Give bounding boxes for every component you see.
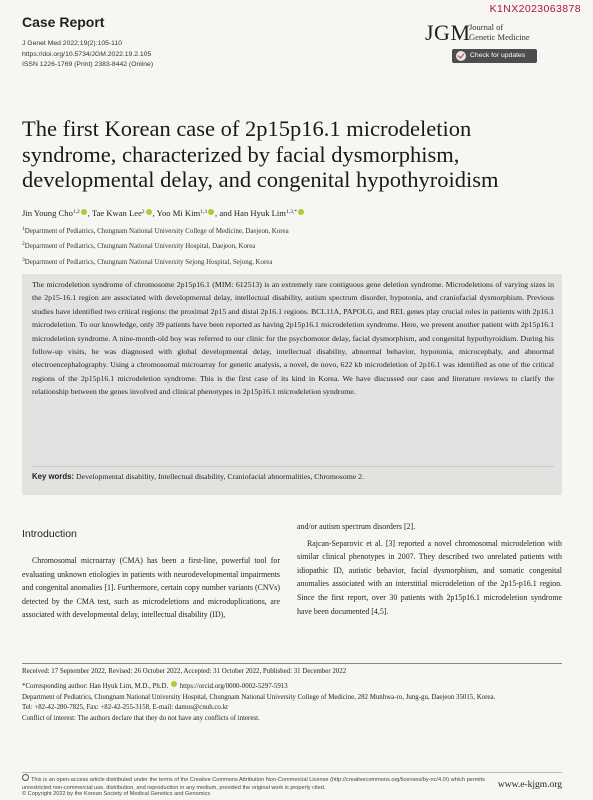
author-affiliation-marker: 2: [141, 209, 145, 215]
orcid-icon: [171, 681, 177, 687]
affiliation-item: $^2$Department of Pediatrics, Chungnam National University Hospital, Daejeon, Korea: [22, 241, 256, 251]
journal-citation-block: [22, 39, 153, 71]
introduction-paragraph: Rajcan-Separovic et al. [3] reported a novel chromosomal microdeletion with similar clinical phenotypes in 2007. They described two unrelated patients with idiopathic ID, autistic behavior, facial dysmorphism, and somatic congenital anomalies associated with an interstitial microdeletion of the 2p15-p16.1 region. Since the first report, over 30 patients with 2p15p16.1 microdeletion syndrome have been documented [4,5].: [297, 538, 562, 616]
affiliation-list: [22, 223, 289, 269]
author-affiliation-marker: 1,3,*: [285, 209, 297, 215]
orcid-icon[interactable]: [208, 209, 214, 215]
orcid-icon[interactable]: [81, 209, 87, 215]
journal-logo: [425, 20, 575, 50]
author-affiliation-marker: 1,2: [72, 209, 80, 215]
corresponding-contact: Tel: +82-42-280-7825, Fax: +82-42-255-3158, E-mail: damus@cnuh.co.kr: [22, 704, 229, 712]
author-connector: and: [219, 208, 232, 218]
journal-website-link[interactable]: www.e-kjgm.org: [497, 780, 562, 790]
creative-commons-icon: [22, 774, 29, 781]
affiliation-item: $^1$Department of Pediatrics, Chungnam National University College of Medicine, Daejeon, Korea: [22, 226, 289, 235]
check-for-updates-button[interactable]: [452, 49, 537, 63]
author-list: Jin Young Cho$^{1,2}$ , Tae Kwan Lee$^2$ , Yoo Mi Kim$^{1,3}$ , and Han Hyuk Lim$^{1,3,*}$: [22, 208, 305, 218]
footer-divider: [22, 663, 562, 664]
keywords-label: Key words:: [32, 472, 75, 481]
registration-stamp: K1NX2023063878: [489, 3, 581, 15]
journal-logo-name: [469, 23, 530, 42]
license-divider: [22, 772, 562, 773]
corresponding-author-label: *Corresponding author: Han Hyuk Lim, M.D., Ph.D.: [22, 683, 169, 691]
author-name[interactable]: Han Hyuk Lim: [233, 208, 286, 218]
author-affiliation-marker: 1,3: [200, 209, 208, 215]
copyright-notice: © Copyright 2022 by the Korean Society of Medical Genetics and Genomics: [22, 791, 211, 797]
orcid-icon[interactable]: [146, 209, 152, 215]
keywords-line: [32, 472, 554, 481]
article-footer-info: [22, 667, 567, 724]
check-updates-icon: [456, 51, 466, 61]
journal-logo-name-line: Journal of: [469, 22, 504, 32]
conflict-of-interest: Conflict of interest: The authors declare that they do not have any conflicts of interest.: [22, 714, 260, 722]
article-title: The first Korean case of 2p15p16.1 microdeletion syndrome, characterized by facial dysmorphism, developmental delay, and congenital hypothyroidism: [22, 116, 499, 192]
license-text: This is an open-access article distributed under the terms of the Creative Commons Attribution Non-Commercial License (http://creativecommons.org/licenses/by-nc/4.0/) which permits unrestricted non-commercial use, distribution, and reproduction in any medium, provided the original work is properly cited.: [22, 777, 485, 791]
corresponding-author: [22, 681, 567, 692]
abstract-divider: [32, 466, 554, 467]
keywords-list: Developmental disability, Intellectual disability, Craniofacial abnormalities, Chromosome 2.: [75, 472, 365, 481]
section-heading-introduction: Introduction: [22, 528, 77, 540]
abstract-box: [22, 274, 562, 495]
article-type-label: Case Report: [22, 14, 105, 30]
author-name[interactable]: Tae Kwan Lee: [91, 208, 142, 218]
orcid-icon[interactable]: [298, 209, 304, 215]
citation-line: J Genet Med 2022;19(2):105-110: [22, 40, 123, 47]
issn-line: ISSN 1226-1769 (Print) 2383-8442 (Online): [22, 61, 154, 68]
doi-link[interactable]: https://doi.org/10.5734/JGM.2022.19.2.105: [22, 50, 152, 58]
affiliation-item: $^3$Department of Pediatrics, Chungnam National University Sejong Hospital, Sejong, Korea: [22, 256, 273, 266]
check-updates-label: Check for updates: [470, 52, 526, 59]
orcid-link[interactable]: https://orcid.org/0000-0002-5297-5913: [179, 683, 288, 691]
corresponding-address: Department of Pediatrics, Chungnam National University Hospital, Chungnam National University College of Medicine, 282 Munhwa-ro, Jung-gu, Daejeon 35015, Korea.: [22, 693, 496, 701]
abstract-text: The microdeletion syndrome of chromosome 2p15p16.1 (MIM: 612513) is an extremely rare contiguous gene deletion syndrome. Microdeletions of varying sizes in the 2p15-16.1 region are associated with developmental delay, intellectual disability, autism spectrum disorder, hypotonia, and craniofacial dysmorphism. Previous studies have identified two critical regions: the proximal 2p15 and distal 2p16.1 regions. BCL11A, PAPOLG, and REL genes play crucial roles in patients with 2p16.1 microdeletion. To our knowledge, only 39 patients have been reported as having 2p15p16.1 microdeletion syndrome. Here, we present another patient with 2p15p16.1 microdeletion syndrome. A nine-month-old boy was referred to our clinic for the psychomotor delay, facial dysmorphism, and congenital hypothyroidism. During his follow-up visits, he was diagnosed with global developmental delay, intellectual disability, abnormal behavior, hypotonia, microcephaly, and abnormal electroencephalography. Using a chromosomal microarray for genetic analysis, a novel, de novo, 622 kb microdeletion of 2p16.1 was identified as one of the critical regions of the 2p15p16.1 microdeletion syndrome. This is the first case of its kind in Korea. We have discussed our case and literature reviews to clarify the relationship between the genes involved and clinical phenotypes in 2p15p16.1 microdeletion syndrome.: [32, 280, 554, 397]
journal-logo-name-line: Genetic Medicine: [469, 31, 530, 42]
author-name[interactable]: Yoo Mi Kim: [156, 208, 201, 218]
journal-logo-abbr: JGM: [425, 20, 471, 45]
license-statement: [22, 774, 492, 792]
introduction-right-column: [297, 520, 562, 618]
introduction-paragraph: Chromosomal microarray (CMA) has been a first-line, powerful tool for evaluating unknown etiologies in patients with neurodevelopmental impairments and congenital anomalies [1]. Furthermore, certain copy number variants (CNVs) detected by the CMA test, such as microdeletions and microduplications, are associated with developmental delay, intellectual disability (ID),: [22, 556, 280, 620]
author-name[interactable]: Jin Young Cho: [22, 208, 73, 218]
introduction-paragraph-continued: and/or autism spectrum disorders [2].: [297, 522, 416, 531]
publication-dates: Received: 17 September 2022, Revised: 26 October 2022, Accepted: 31 October 2022, Published: 31 December 2022: [22, 668, 347, 675]
